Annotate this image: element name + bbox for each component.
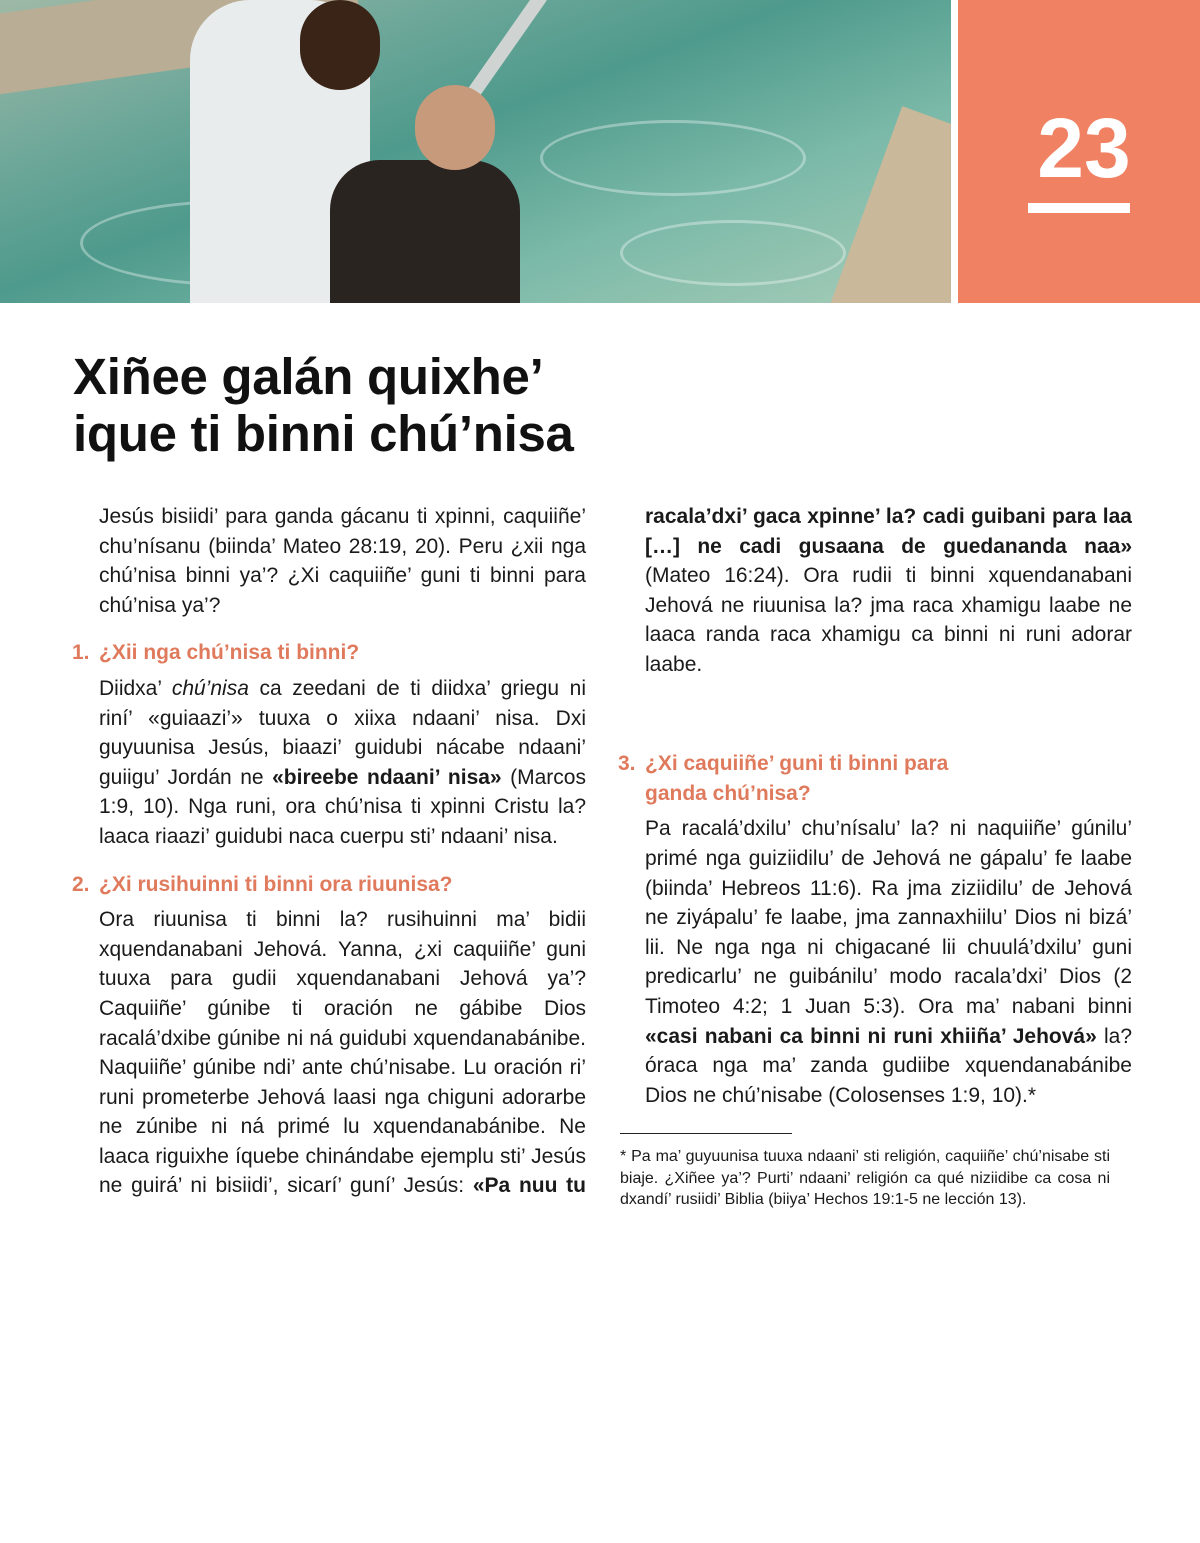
section-heading [72,870,586,900]
intro-paragraph: Jesús bisiidi’ para ganda gácanu ti xpinni, caquiiñe’ chu’nísanu (biinda’ Mateo 28:19, 20). Peru ¿xii nga chú’nisa binni ya’? ¿Xi caquiiñe’ guni ti binni para chú’nisa ya’? [99,505,586,617]
section-number: 3. [618,752,636,776]
text-run: ca zeedani de ti diidxa’ griegu ni riní’ «guiaazi’» tuuxa o xiixa ndaani’ nisa. Dxi guyuunisa Jesús, biaazi’ guidubi nácabe ndaani’ guiigu’ Jordán ne [99,676,587,789]
text-run: (Mateo 16:24). Ora rudii ti binni xquendanabani Jehová ne riuunisa la? jma raca xhamigu laabe ne laaca randa raca xhamigu ca binni ni runi adorar laabe. [645,564,1132,676]
right-column [618,502,1133,1110]
section-paragraph [645,502,1132,680]
baptism-photo [0,0,951,303]
underline-bar [1028,203,1130,213]
bold-text: «bireebe ndaani’ nisa» [272,765,502,789]
text-run: la? óraca nga ma’ zanda gudiibe xquendanabánibe Dios ne chú’nisabe (Colosenses 1:9, 10).* [645,1024,1133,1107]
text-run: Pa racalá’dxilu’ chu’nísalu’ la? ni naquiiñe’ gúnilu’ primé nga guiziidilu’ de Jehová ne gápalu’ fe laabe (biinda’ Hebreos 11:6). Ra jma ziziidilu’ de Jehová ne ziyápalu’ fe laabe, jma zannaxhiilu’ Dios ni bizá’ lii. Ne nga nga ni chigacané lii chuulá’dxilu’ guni predicarlu’ ne guibánilu’ modo racala’dxi’ Dios (2 Timoteo 4:2; 1 Juan 5:3). Ora ma’ nabani binni [645,817,1132,1018]
section-paragraph-part [99,905,586,1201]
section-number: 2. [72,872,90,896]
page-title [73,348,574,462]
section-heading-text: ¿Xi caquiiñe’ guni ti binni para ganda chú’nisa? [645,752,949,805]
section-heading [618,749,1132,808]
section-paragraph [645,814,1132,1110]
italic-text: chú’nisa [171,676,249,700]
section-heading-text: ¿Xi rusihuinni ti binni ora riuunisa? [99,872,453,896]
section-heading-text: ¿Xii nga chú’nisa ti binni? [99,641,360,665]
section-paragraph [99,674,586,852]
text-run: (Marcos 1:9, 10). Nga runi, ora chú’nisa ti xpinni Cristu la? laaca riaazi’ guidubi naca cuerpu sti’ ndaani’ nisa. [99,765,586,848]
title-line: ique ti binni chú’nisa [73,405,574,462]
text-run: Diidxa’ [99,676,172,700]
bold-text: «casi nabani ca binni ni runi xhiiña’ Jehová» [645,1024,1097,1048]
section-paragraph-part [645,502,1132,709]
section-heading [72,638,586,668]
bold-text: racala’dxi’ gaca xpinne’ la? cadi guibani para laa […] ne cadi gusaana de guedananda naa» [645,504,1132,558]
section-paragraph [99,905,586,1201]
left-column [72,502,587,1201]
text-run: Ora riuunisa ti binni la? rusihuinni ma’ bidii xquendanabani Jehová. Yanna, ¿xi caquiiñe’ guni tuuxa para gudii xquendanabani Jehová ya’? Caquiiñe’ gúnibe ti oración ne gábibe Dios racalá’dxibe gúnibe ni ná guidubi xquendanabánibe. Naquiiñe’ gúnibe ndi’ ante chú’nisabe. Lu oración ri’ runi prometerbe Jehová laasi nga chiguni adorarbe ne zúnibe ni ná primé lu xquendanabánibe. Ne laaca riguixhe íquebe chinándabe ejemplu sti’ Jesús ne guirá’ ni bisiidi’, sicarí’ guní’ Jesús: [99,908,586,1198]
bold-text: «Pa nuu tu [472,1174,586,1198]
footnote: * Pa ma’ guyuunisa tuuxa ndaani’ sti religión, caquiiñe’ chú’nisabe sti biaje. ¿Xiñee ya’? Purti’ ndaani’ religión ca qué niziidibe ca cosa ni dxandí’ rusiidi’ Biblia (biiya’ Hechos 19:1-5 ne lección 13). [620,1148,1110,1208]
lesson-number: 23 [1037,101,1131,195]
title-line: Xiñee galán quixhe’ [73,348,544,405]
lesson-number-badge [958,0,1200,303]
section-number: 1. [72,641,90,665]
footnote-divider [620,1133,792,1134]
